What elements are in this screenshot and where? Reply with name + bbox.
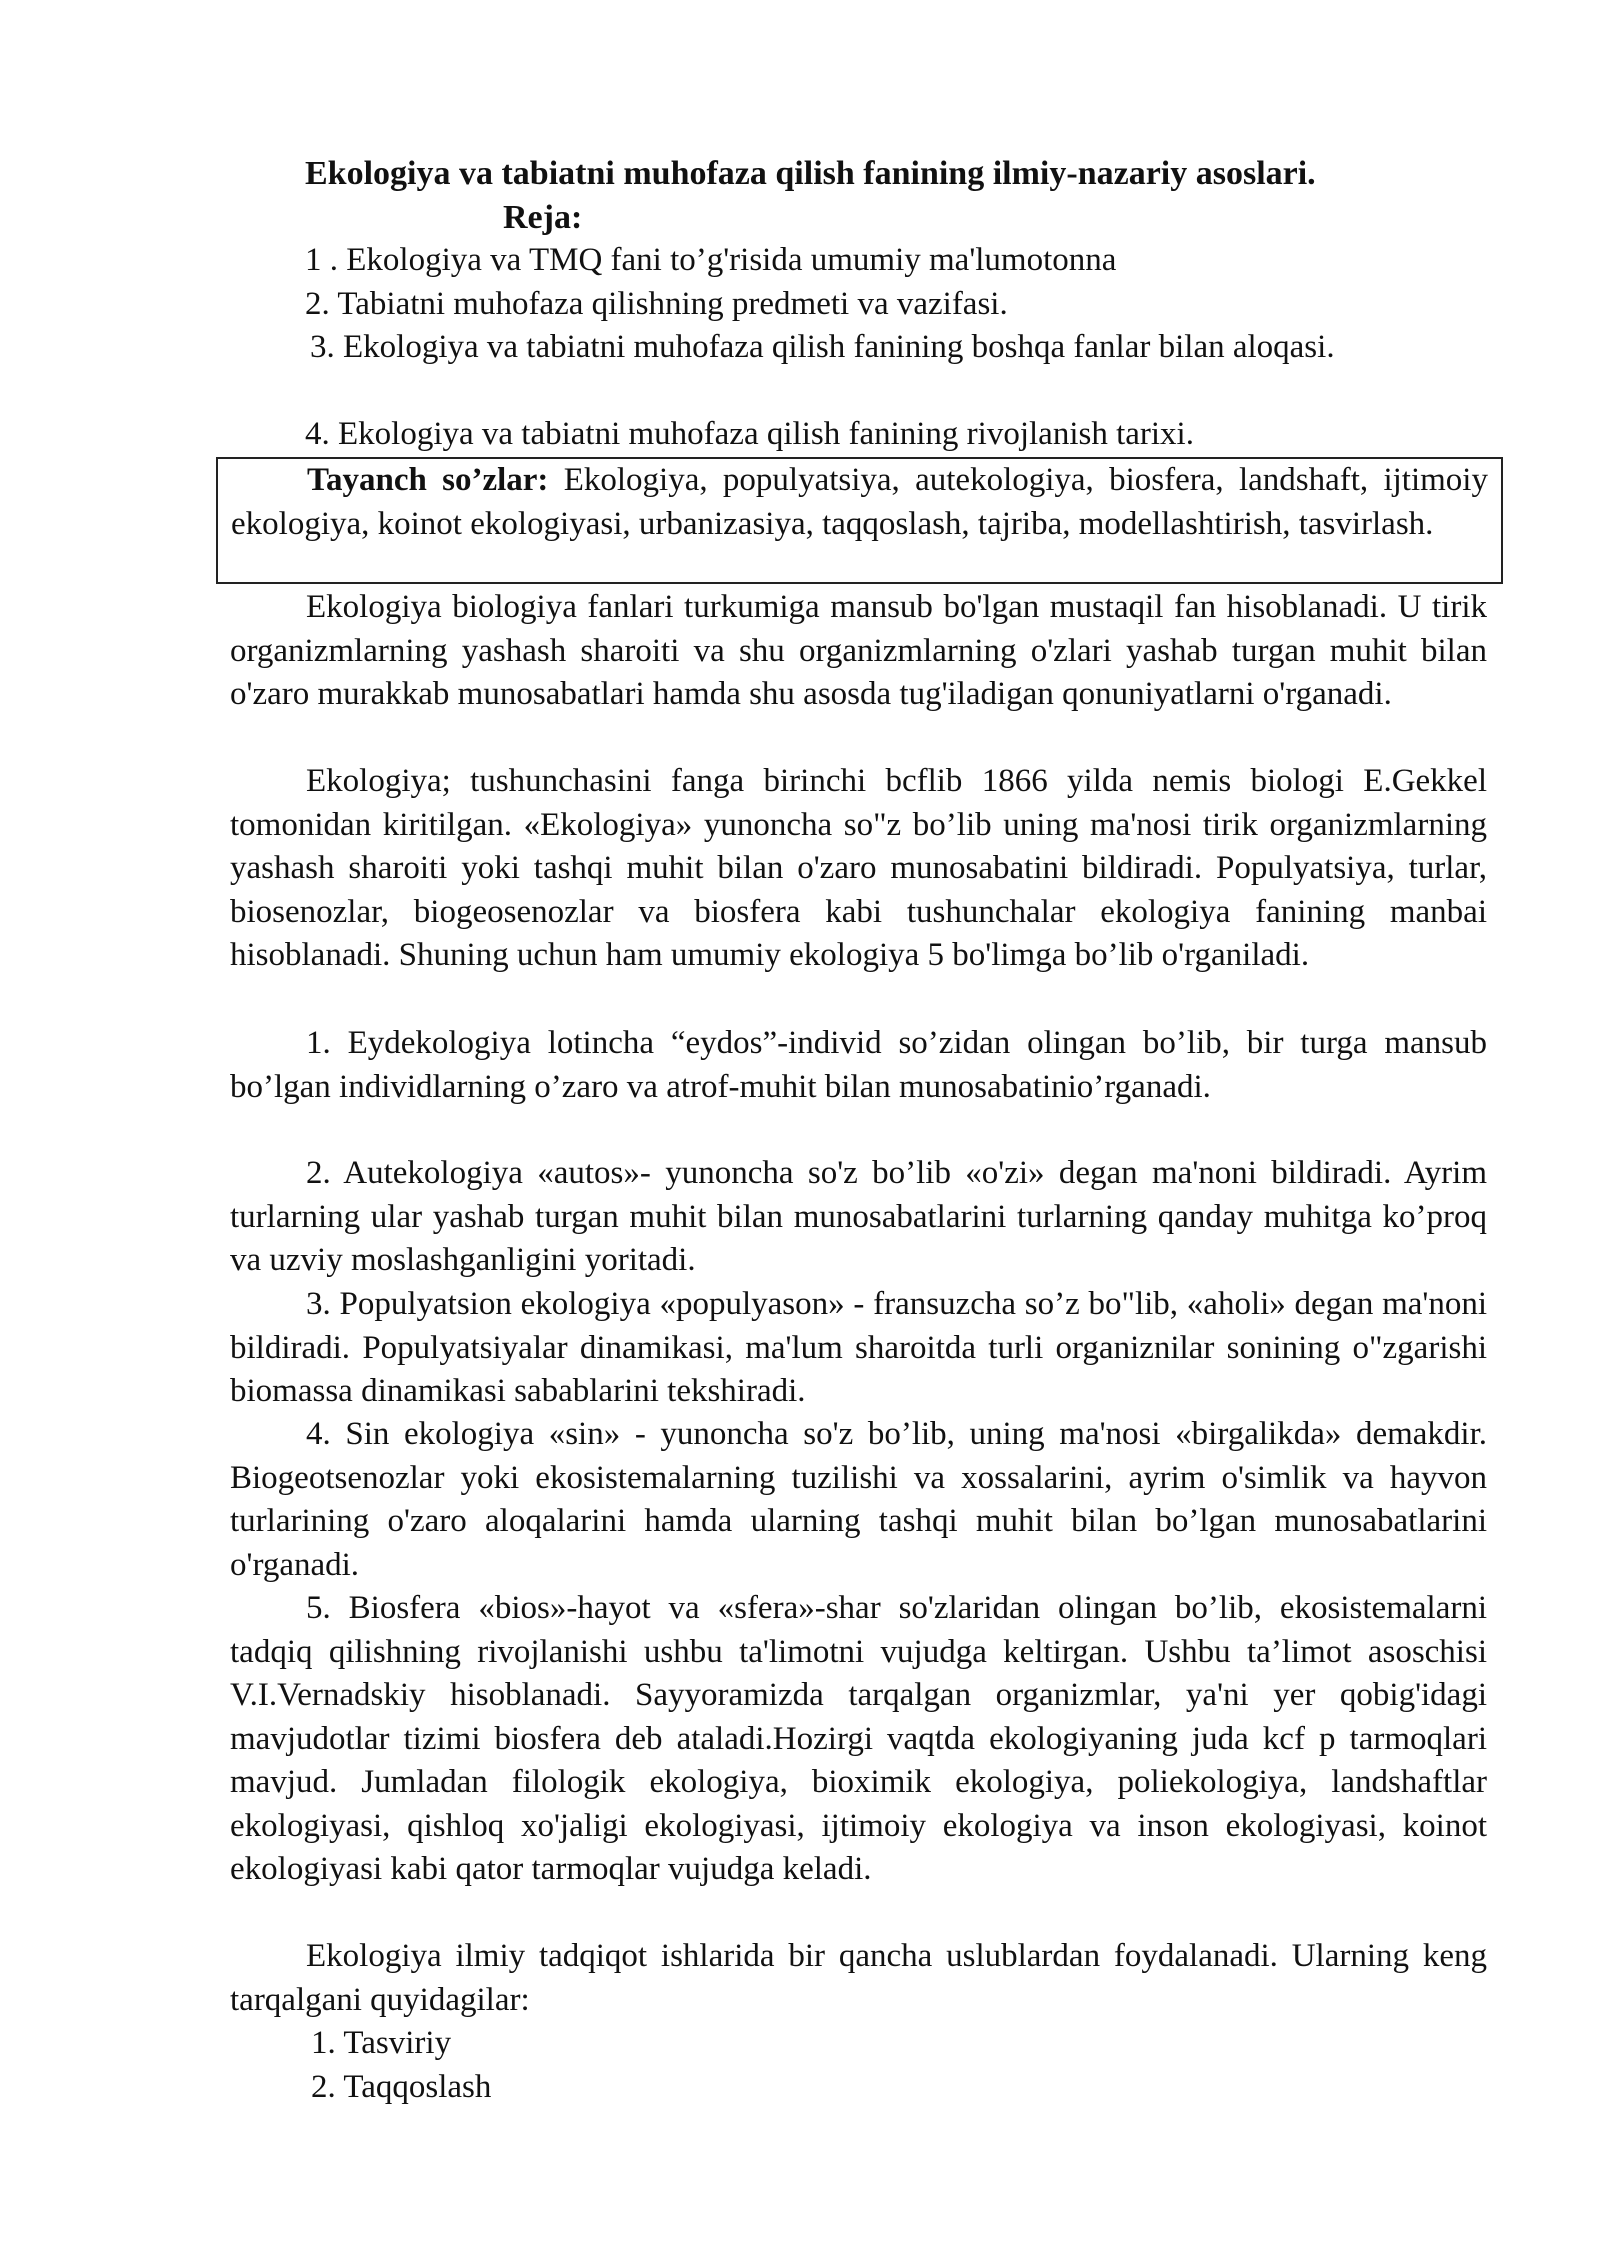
paragraph-populyatsion: 3. Populyatsion ekologiya «populyason» - fransuzcha so’z bo"lib, «aholi» degan ma'noni bildiradi. Populyatsiyalar dinamikasi, ma'lum sharoitda turli organiznilar sonining o"zgarishi biomassa dinamikasi sabablarini tekshiradi. [230, 1286, 1487, 1409]
paragraph-autekologiya: 2. Autekologiya «autos»- yunoncha so'z bo’lib «o'zi» degan ma'noni bildiradi. Ayrim turlarning ular yashab turgan muhit bilan munosabatlarini turlarning qanday muhitga ko’proq va uzviy moslashganligini yoritadi. [230, 1155, 1487, 1278]
keywords-paragraph [231, 459, 1488, 546]
plan-item-1: 1 . Ekologiya va TMQ fani to’g'risida umumiy ma'lumotonna [305, 242, 1117, 278]
keywords-label: Tayanch so’zlar: [307, 462, 549, 498]
paragraph-history: Ekologiya; tushunchasini fanga birinchi bcflib 1866 yilda nemis biologi E.Gekkel tomonidan kiritilgan. «Ekologiya» yunoncha so"z bo’lib uning ma'nosi tirik organizmlarning yashash sharoiti yoki tashqi muhit bilan o'zaro munosabatini bildiradi. Populyatsiya, turlar, biosenozlar, biogeosenozlar va biosfera kabi tushunchalar ekologiya fanining manbai hisoblanadi. Shuning uchun ham umumiy ekologiya 5 bo'limga bo’lib o'rganiladi. [230, 763, 1487, 973]
paragraph-intro: Ekologiya biologiya fanlari turkumiga mansub bo'lgan mustaqil fan hisoblanadi. U tirik organizmlarning yashash sharoiti va shu organizmlarning o'zlari yashab turgan muhit bilan o'zaro murakkab munosabatlari hamda shu asosda tug'iladigan qonuniyatlarni o'rganadi. [230, 589, 1487, 712]
paragraph-biosfera: 5. Biosfera «bios»-hayot va «sfera»-shar so'zlaridan olingan bo’lib, ekosistemalarni tadqiq qilishning rivojlanishi ushbu ta'limotni vujudga keltirgan. Ushbu ta’limot asoschisi V.I.Vernadskiy hisoblanadi. Sayyoramizda tarqalgan organizmlar, ya'ni yer qobig'idagi mavjudotlar tizimi biosfera deb ataladi.Hozirgi vaqtda ekologiyaning juda kcf p tarmoqlari mavjud. Jumladan filologik ekologiya, bioximik ekologiya, poliekologiya, landshaftlar ekologiyasi, qishloq xo'jaligi ekologiyasi, ijtimoiy ekologiya va inson ekologiyasi, koinot ekologiyasi kabi qator tarmoqlar vujudga keladi. [230, 1590, 1487, 1887]
document-title: Ekologiya va tabiatni muhofaza qilish fanining ilmiy-nazariy asoslari. [305, 155, 1316, 192]
keywords-text: Ekologiya, populyatsiya, autekologiya, biosfera, landshaft, ijtimoiy ekologiya, koinot ekologiyasi, urbanizasiya, taqqoslash, tajriba, modellashtirish, tasvirlash. [231, 462, 1488, 542]
method-item-2: 2. Taqqoslash [311, 2069, 492, 2105]
paragraph-sinekologiya: 4. Sin ekologiya «sin» - yunoncha so'z bo’lib, uning ma'nosi «birgalikda» demakdir. Biogeotsenozlar yoki ekosistemalarning tuzilishi va xossalarini, ayrim o'simlik va hayvon turlarining o'zaro aloqalarini hamda ularning tashqi muhit bilan bo’lgan munosabatlarini o'rganadi. [230, 1416, 1487, 1583]
plan-item-2: 2. Tabiatni muhofaza qilishning predmeti va vazifasi. [305, 286, 1008, 322]
plan-item-3: 3. Ekologiya va tabiatni muhofaza qilish fanining boshqa fanlar bilan aloqasi. [310, 329, 1335, 365]
paragraph-methods: Ekologiya ilmiy tadqiqot ishlarida bir qancha uslublardan foydalanadi. Ularning keng tarqalgani quyidagilar: [230, 1938, 1487, 2018]
plan-heading: Reja: [503, 199, 583, 236]
paragraph-eydekologiya: 1. Eydekologiya lotincha “eydos”-individ so’zidan olingan bo’lib, bir turga mansub bo’lgan individlarning o’zaro va atrof-muhit bilan munosabatinio’rganadi. [230, 1025, 1487, 1105]
keywords-box [216, 457, 1503, 584]
method-item-1: 1. Tasviriy [311, 2025, 452, 2061]
plan-item-4: 4. Ekologiya va tabiatni muhofaza qilish fanining rivojlanish tarixi. [305, 416, 1194, 452]
